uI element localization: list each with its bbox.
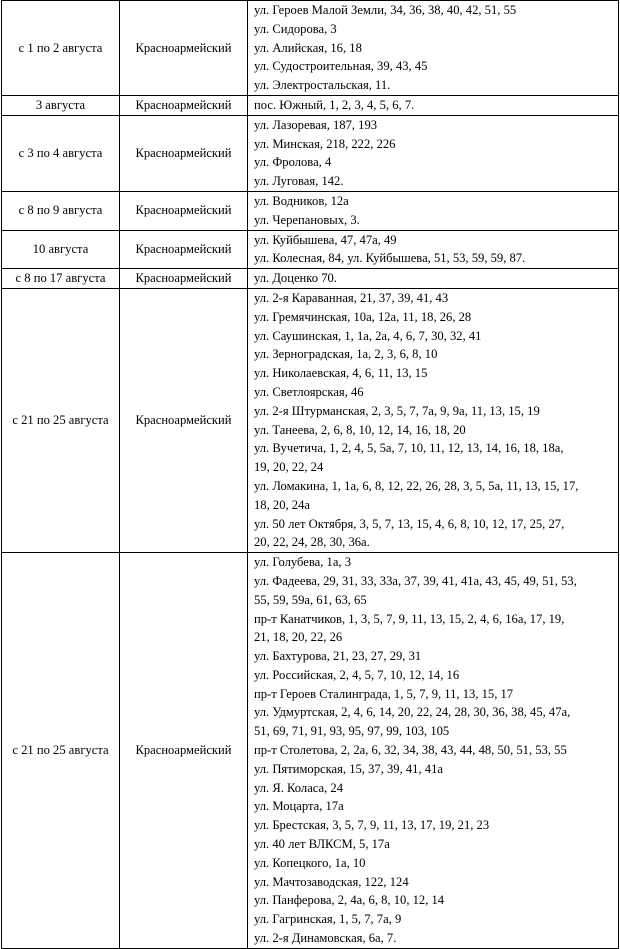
street-line: ул. Бахтурова, 21, 23, 27, 29, 31 <box>254 649 422 664</box>
date-cell: 10 августа <box>2 230 120 269</box>
street-line: ул. Гремячинская, 10а, 12а, 11, 18, 26, 28 <box>254 309 472 324</box>
date-cell: с 21 по 25 августа <box>2 553 120 949</box>
table-row <box>2 288 619 552</box>
streets-cell <box>248 230 619 269</box>
street-line: ул. 2-я Караванная, 21, 37, 39, 41, 43 <box>254 290 449 305</box>
streets-cell <box>248 269 619 289</box>
street-line: ул. Сидорова, 3 <box>254 21 337 36</box>
street-line: ул. Пятиморская, 15, 37, 39, 41, 41а <box>254 761 443 776</box>
street-line: ул. Брестская, 3, 5, 7, 9, 11, 13, 17, 19, 21, 23 <box>254 818 490 833</box>
street-line: ул. Голубева, 1а, 3 <box>254 555 352 570</box>
street-line: ул. 50 лет Октября, 3, 5, 7, 13, 15, 4, 6, 8, 10, 12, 17, 25, 27, <box>254 516 565 531</box>
district-cell: Красноармейский <box>120 191 248 230</box>
street-line: ул. Судостроительная, 39, 43, 45 <box>254 59 428 74</box>
street-line: ул. Фролова, 4 <box>254 155 332 170</box>
street-line: ул. Моцарта, 17а <box>254 799 344 814</box>
street-line: ул. Водников, 12а <box>254 193 349 208</box>
streets-cell <box>248 191 619 230</box>
street-line: ул. Ломакина, 1, 1а, 6, 8, 12, 22, 26, 28, 3, 5, 5а, 11, 13, 15, 17, <box>254 478 579 493</box>
table-row <box>2 115 619 191</box>
street-line: ул. Копецкого, 1а, 10 <box>254 855 366 870</box>
street-line: ул. Электростальская, 11. <box>254 78 391 93</box>
district-cell: Красноармейский <box>120 553 248 949</box>
street-line: ул. 40 лет ВЛКСМ, 5, 17а <box>254 837 390 852</box>
street-line: ул. Гагринская, 1, 5, 7, 7а, 9 <box>254 912 402 927</box>
date-cell: с 8 по 17 августа <box>2 269 120 289</box>
street-line: пр-т Героев Сталинграда, 1, 5, 7, 9, 11, 13, 15, 17 <box>254 686 514 701</box>
street-line: ул. Светлоярская, 46 <box>254 384 364 399</box>
table-row <box>2 1 619 96</box>
date-cell: с 1 по 2 августа <box>2 1 120 96</box>
district-cell: Красноармейский <box>120 95 248 115</box>
date-cell: с 21 по 25 августа <box>2 288 120 552</box>
street-line: пр-т Канатчиков, 1, 3, 5, 7, 9, 11, 13, 15, 2, 4, 6, 16а, 17, 19, <box>254 611 565 626</box>
street-line: ул. Российская, 2, 4, 5, 7, 10, 12, 14, 16 <box>254 667 460 682</box>
street-line: ул. Панферова, 2, 4а, 6, 8, 10, 12, 14 <box>254 893 445 908</box>
table-row <box>2 230 619 269</box>
schedule-body <box>2 1 619 949</box>
street-line: ул. 2-я Штурманская, 2, 3, 5, 7, 7а, 9, 9а, 11, 13, 15, 19 <box>254 403 540 418</box>
street-line: ул. Алийская, 16, 18 <box>254 40 362 55</box>
street-line: 18, 20, 24а <box>254 497 310 512</box>
street-line: ул. Николаевская, 4, 6, 11, 13, 15 <box>254 366 428 381</box>
district-cell: Красноармейский <box>120 1 248 96</box>
streets-cell <box>248 553 619 949</box>
street-line: ул. Мачтозаводская, 122, 124 <box>254 874 409 889</box>
street-line: ул. Зерноградская, 1а, 2, 3, 6, 8, 10 <box>254 347 438 362</box>
street-line: ул. Луговая, 142. <box>254 174 344 189</box>
date-cell: с 3 по 4 августа <box>2 115 120 191</box>
street-line: ул. Я. Коласа, 24 <box>254 780 344 795</box>
table-row <box>2 269 619 289</box>
district-cell: Красноармейский <box>120 288 248 552</box>
street-line: 19, 20, 22, 24 <box>254 460 324 475</box>
street-line: ул. Героев Малой Земли, 34, 36, 38, 40, 42, 51, 55 <box>254 3 517 17</box>
date-cell: с 8 по 9 августа <box>2 191 120 230</box>
street-line: ул. Куйбышева, 47, 47а, 49 <box>254 232 397 247</box>
street-line: ул. Вучетича, 1, 2, 4, 5, 5а, 7, 10, 11, 12, 13, 14, 16, 18, 18а, <box>254 441 564 456</box>
street-line: 21, 18, 20, 22, 26 <box>254 630 343 645</box>
street-line: ул. Черепановых, 3. <box>254 212 360 227</box>
table-row <box>2 191 619 230</box>
district-cell: Красноармейский <box>120 269 248 289</box>
street-line: ул. Лазоревая, 187, 193 <box>254 117 378 132</box>
street-line: ул. 2-я Динамовская, 6а, 7. <box>254 931 397 946</box>
street-line: ул. Фадеева, 29, 31, 33, 33а, 37, 39, 41, 41а, 43, 45, 49, 51, 53, <box>254 573 577 588</box>
street-line: ул. Саушинская, 1, 1а, 2а, 4, 6, 7, 30, 32, 41 <box>254 328 482 343</box>
street-line: ул. Колесная, 84, ул. Куйбышева, 51, 53, 59, 59, 87. <box>254 251 526 266</box>
streets-cell <box>248 95 619 115</box>
table-row <box>2 95 619 115</box>
street-line: 20, 22, 24, 28, 30, 36а. <box>254 535 370 550</box>
street-line: пр-т Столетова, 2, 2а, 6, 32, 34, 38, 43, 44, 48, 50, 51, 53, 55 <box>254 743 567 758</box>
district-cell: Красноармейский <box>120 230 248 269</box>
streets-cell <box>248 115 619 191</box>
street-line: ул. Доценко 70. <box>254 271 337 286</box>
street-line: 55, 59, 59а, 61, 63, 65 <box>254 592 367 607</box>
schedule-table <box>1 0 619 949</box>
street-line: ул. Удмуртская, 2, 4, 6, 14, 20, 22, 24, 28, 30, 36, 38, 45, 47а, <box>254 705 571 720</box>
streets-cell <box>248 1 619 96</box>
district-cell: Красноармейский <box>120 115 248 191</box>
street-line: пос. Южный, 1, 2, 3, 4, 5, 6, 7. <box>254 97 415 112</box>
table-row <box>2 553 619 949</box>
streets-cell <box>248 288 619 552</box>
street-line: 51, 69, 71, 91, 93, 95, 97, 99, 103, 105 <box>254 724 450 739</box>
street-line: ул. Минская, 218, 222, 226 <box>254 136 396 151</box>
date-cell: 3 августа <box>2 95 120 115</box>
street-line: ул. Танеева, 2, 6, 8, 10, 12, 14, 16, 18, 20 <box>254 422 466 437</box>
